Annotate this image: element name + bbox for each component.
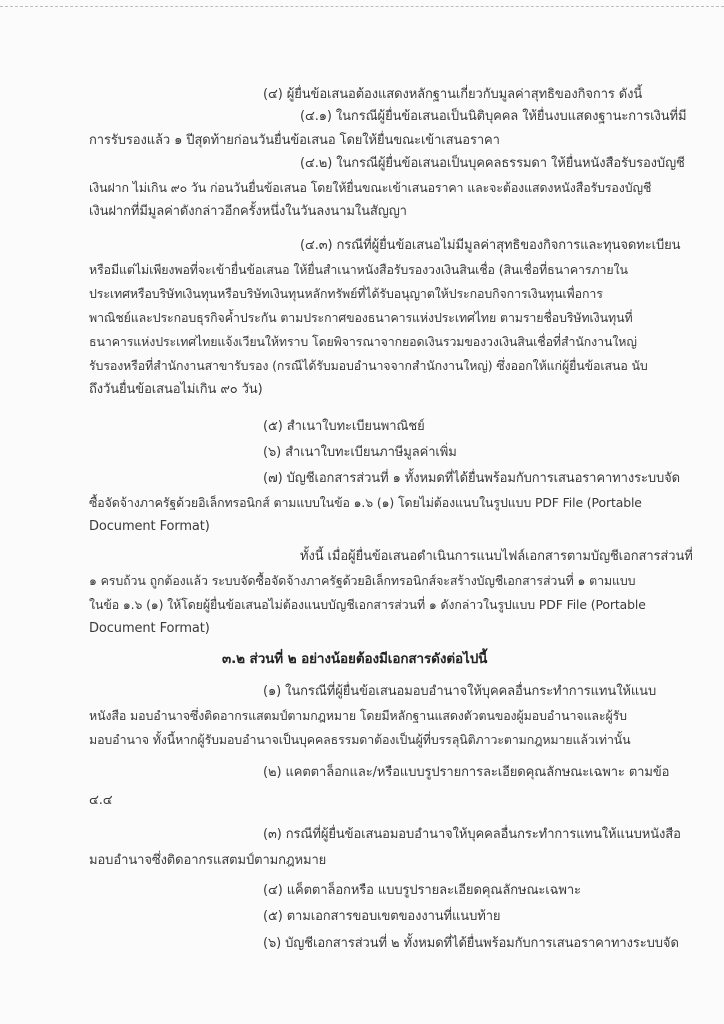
doc-line: มอบอำนาจซึ่งติดอากรแสตมป์ตามกฎหมาย — [89, 853, 327, 868]
doc-line: หรือมีแต่ไม่เพียงพอที่จะเข้ายื่นข้อเสนอ ให้ยื่นสำเนาหนังสือรับรองวงเงินสินเชื่อ (สินเชื่อที่ธนาคารภายใน — [89, 262, 628, 277]
doc-line: (๔.๑) ในกรณีผู้ยื่นข้อเสนอเป็นนิติบุคคล ให้ยื่นงบแสดงฐานะการเงินที่มี — [300, 109, 687, 124]
doc-line: (๖) สำเนาใบทะเบียนภาษีมูลค่าเพิ่ม — [263, 445, 457, 460]
doc-line: (๔) แค็ตตาล็อกหรือ แบบรูปรายละเอียดคุณลักษณะเฉพาะ — [263, 883, 581, 898]
doc-line: ธนาคารแห่งประเทศไทยแจ้งเวียนให้ทราบ โดยพิจารณาจากยอดเงินรวมของวงเงินสินเชื่อที่สำนักงานใหญ่ — [89, 334, 637, 349]
doc-line: มอบอำนาจ ทั้งนี้หากผู้รับมอบอำนาจเป็นบุคคลธรรมดาต้องเป็นผู้ที่บรรลุนิติภาวะตามกฎหมายแล้วเท่านั้น — [89, 732, 631, 747]
doc-line: (๑) ในกรณีที่ผู้ยื่นข้อเสนอมอบอำนาจให้บุคคลอื่นกระทำการแทนให้แนบ — [263, 684, 657, 699]
doc-line: (๒) แคตตาล็อกและ/หรือแบบรูปรายการละเอียดคุณลักษณะเฉพาะ ตามข้อ — [263, 765, 670, 780]
doc-line: (๗) บัญชีเอกสารส่วนที่ ๑ ทั้งหมดที่ได้ยื่นพร้อมกับการเสนอราคาทางระบบจัด — [263, 471, 681, 486]
doc-line: Document Format) — [89, 519, 210, 534]
doc-line: หนังสือ มอบอำนาจซึ่งติดอากรแสตมป์ตามกฎหมาย โดยมีหลักฐานแสดงตัวตนของผู้มอบอำนาจและผู้รับ — [89, 708, 627, 723]
doc-line: (๕) ตามเอกสารขอบเขตของงานที่แนบท้าย — [263, 909, 501, 924]
doc-line: ทั้งนี้ เมื่อผู้ยื่นข้อเสนอดำเนินการแนบไฟล์เอกสารตามบัญชีเอกสารส่วนที่ — [300, 549, 693, 564]
scan-top-edge — [0, 6, 724, 7]
doc-line: เงินฝาก ไม่เกิน ๙๐ วัน ก่อนวันยื่นข้อเสนอ โดยให้ยื่นขณะเข้าเสนอราคา และจะต้องแสดงหนังสือรับรองบัญชี — [89, 180, 652, 195]
doc-line: Document Format) — [89, 621, 210, 636]
doc-line: (๖) บัญชีเอกสารส่วนที่ ๒ ทั้งหมดที่ได้ยื่นพร้อมกับการเสนอราคาทางระบบจัด — [263, 936, 679, 951]
doc-line: ๑ ครบถ้วน ถูกต้องแล้ว ระบบจัดซื้อจัดจ้างภาครัฐด้วยอิเล็กทรอนิกส์จะสร้างบัญชีเอกสารส่วนที่ ๑ ตามแบบ — [89, 573, 636, 588]
doc-line: ถึงวันยื่นข้อเสนอไม่เกิน ๙๐ วัน) — [89, 382, 263, 397]
doc-line: ในข้อ ๑.๖ (๑) ให้โดยผู้ยื่นข้อเสนอไม่ต้องแนบบัญชีเอกสารส่วนที่ ๑ ดังกล่าวในรูปแบบ PDF File (Portable — [89, 597, 646, 612]
doc-line: (๔) ผู้ยื่นข้อเสนอต้องแสดงหลักฐานเกี่ยวกับมูลค่าสุทธิของกิจการ ดังนี้ — [263, 87, 643, 102]
doc-line: ๔.๔ — [89, 793, 113, 808]
doc-line: (๔.๓) กรณีที่ผู้ยื่นข้อเสนอไม่มีมูลค่าสุทธิของกิจการและทุนจดทะเบียน — [300, 238, 681, 253]
doc-line: พาณิชย์และประกอบธุรกิจค้ำประกัน ตามประกาศของธนาคารแห่งประเทศไทย ตามรายชื่อบริษัทเงินทุนที่ — [89, 310, 633, 325]
doc-line: รับรองหรือที่สำนักงานสาขารับรอง (กรณีได้รับมอบอำนาจจากสำนักงานใหญ่) ซึ่งออกให้แก่ผู้ยื่นข้อเสนอ นับ — [89, 358, 648, 373]
doc-line: เงินฝากที่มีมูลค่าดังกล่าวอีกครั้งหนึ่งในวันลงนามในสัญญา — [89, 204, 407, 219]
doc-line: ซื้อจัดจ้างภาครัฐด้วยอิเล็กทรอนิกส์ ตามแบบในข้อ ๑.๖ (๑) โดยไม่ต้องแนบในรูปแบบ PDF File (Portable — [89, 495, 642, 510]
doc-line: การรับรองแล้ว ๑ ปีสุดท้ายก่อนวันยื่นข้อเสนอ โดยให้ยื่นขณะเข้าเสนอราคา — [89, 133, 500, 148]
doc-line: (๔.๒) ในกรณีผู้ยื่นข้อเสนอเป็นบุคคลธรรมดา ให้ยื่นหนังสือรับรองบัญชี — [300, 156, 685, 171]
doc-line: ประเทศหรือบริษัทเงินทุนหรือบริษัทเงินทุนหลักทรัพย์ที่ได้รับอนุญาตให้ประกอบกิจการเงินทุนเพื่อการ — [89, 286, 603, 301]
doc-line: (๓) กรณีที่ผู้ยื่นข้อเสนอมอบอำนาจให้บุคคลอื่นกระทำการแทนให้แนบหนังสือ — [263, 827, 681, 842]
section-heading: ๓.๒ ส่วนที่ ๒ อย่างน้อยต้องมีเอกสารดังต่อไปนี้ — [222, 651, 488, 667]
doc-line: (๕) สำเนาใบทะเบียนพาณิชย์ — [263, 419, 425, 434]
